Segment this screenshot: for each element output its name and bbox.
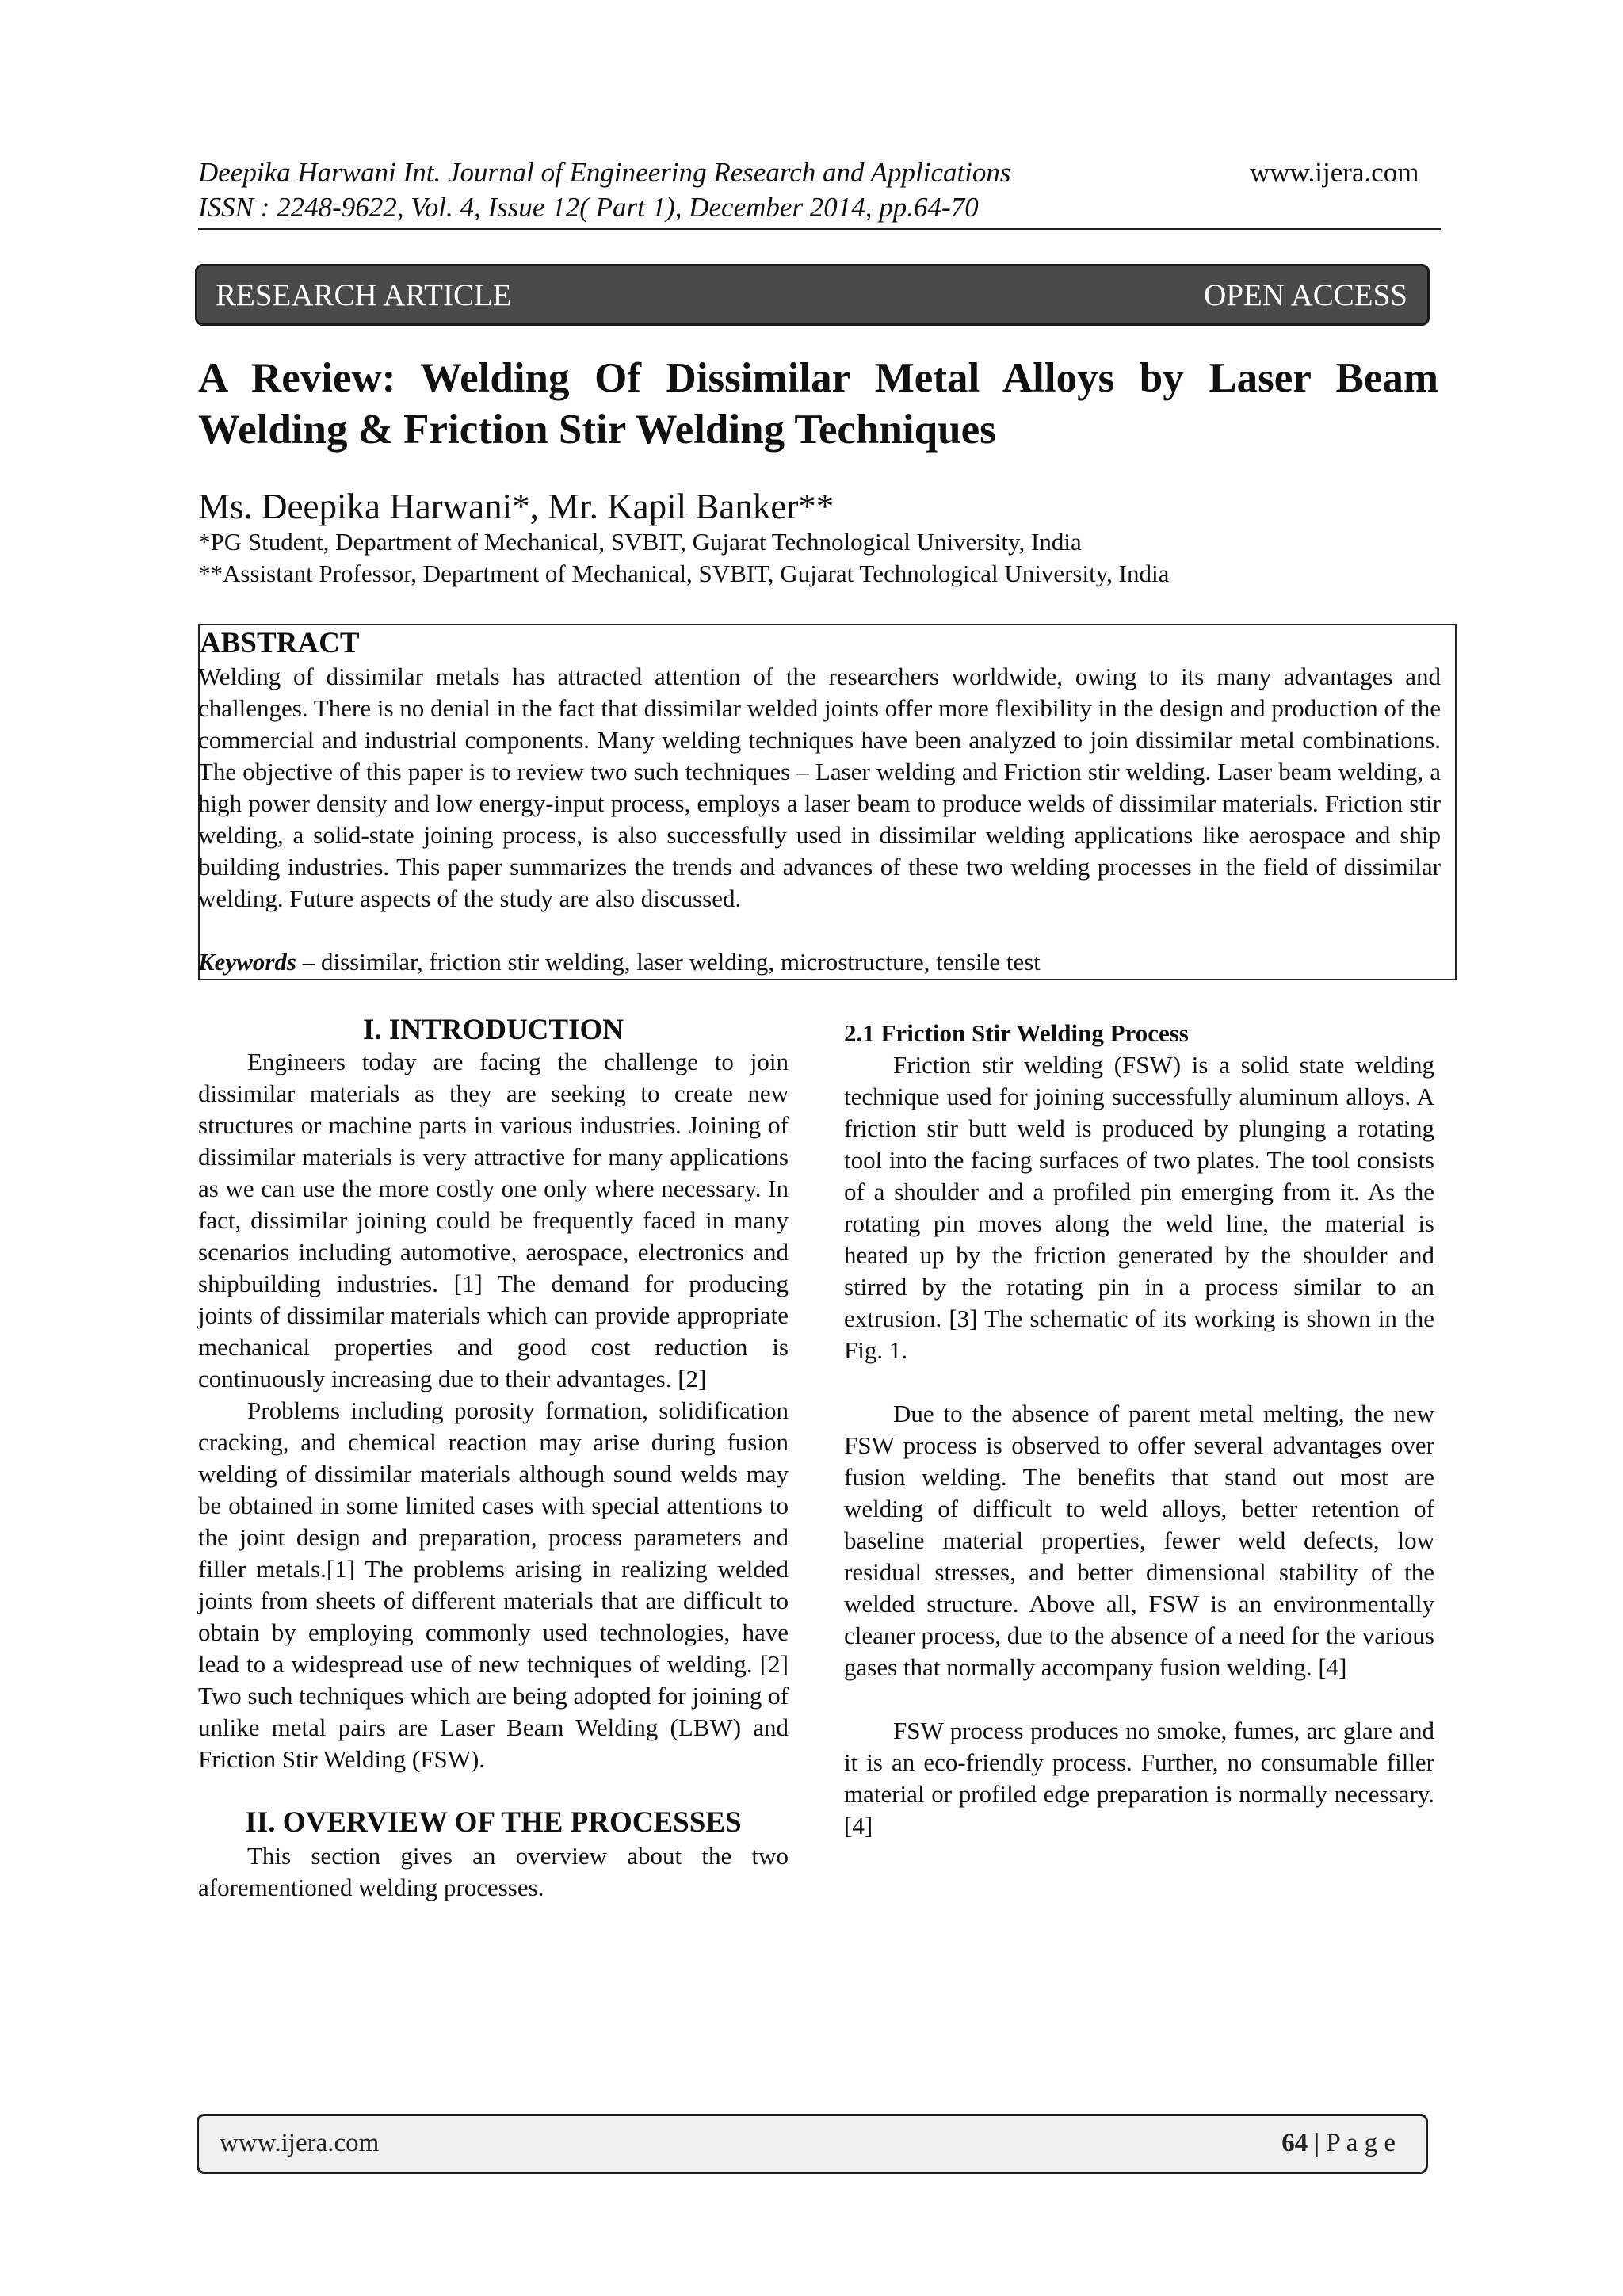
page-label: | P a g e	[1308, 2129, 1396, 2157]
fsw-paragraph-2: Due to the absence of parent metal melting, the new FSW process is observed to offer several advantages over fusion welding. The benefits that stand out most are welding of difficult to weld alloys, better retention of baseline material properties, fewer weld defects, low residual stresses, and better dimensional stability of the welded structure. Above all, FSW is an environmentally cleaner process, due to the absence of a need for the various gases that normally accompany fusion welding. [4]	[844, 1400, 1434, 1681]
affiliation-2: **Assistant Professor, Department of Mechanical, SVBIT, Gujarat Technological University, India	[198, 560, 1170, 587]
research-article-label: RESEARCH ARTICLE	[216, 278, 512, 312]
fsw-paragraph-1: Friction stir welding (FSW) is a solid state welding technique used for joining successfully aluminum alloys. A friction stir butt weld is produced by plunging a rotating tool into the facing surfaces of two plates. The tool consists of a shoulder and a profiled pin emerging from it. As the rotating pin moves along the weld line, the material is heated up by the friction generated by the shoulder and stirred by the rotating pin in a process similar to an extrusion. [3] The schematic of its working is shown in the Fig. 1.	[844, 1051, 1434, 1364]
left-column	[198, 1013, 789, 1904]
page-footer	[197, 2114, 1428, 2174]
intro-paragraph-2: Problems including porosity formation, solidification cracking, and chemical reaction may arise during fusion welding of dissimilar materials although sound welds may be obtained in some limited cases with special attentions to the joint design and preparation, process parameters and filler metals.[1] The problems arising in realizing welded joints from sheets of different materials that are difficult to obtain by employing commonly used technologies, have lead to a widespread use of new techniques of welding. [2] Two such techniques which are being adopted for joining of unlike metal pairs are Laser Beam Welding (LBW) and Friction Stir Welding (FSW).	[198, 1396, 789, 1773]
issn-line: ISSN : 2248-9622, Vol. 4, Issue 12( Part 1), December 2014, pp.64-70	[198, 192, 979, 223]
introduction-heading: I. INTRODUCTION	[363, 1014, 624, 1046]
affiliation-1: *PG Student, Department of Mechanical, SVBIT, Gujarat Technological University, India	[198, 528, 1082, 556]
abstract-text: Welding of dissimilar metals has attracted attention of the researchers worldwide, owing to its many advantages and challenges. There is no denial in the fact that dissimilar welded joints offer more flexibility in the design and production of the commercial and industrial components. Many welding techniques have been analyzed to join dissimilar metal combinations. The objective of this paper is to review two such techniques – Laser welding and Friction stir welding. Laser beam welding, a high power density and low energy-input process, employs a laser beam to produce welds of dissimilar materials. Friction stir welding, a solid-state joining process, is also successfully used in dissimilar welding applications like aerospace and ship building industries. This paper summarizes the trends and advances of these two welding processes in the field of dissimilar welding. Future aspects of the study are also discussed.	[198, 663, 1441, 912]
fsw-subheading: 2.1 Friction Stir Welding Process	[844, 1019, 1189, 1047]
header-website: www.ijera.com	[1250, 157, 1419, 188]
page-indicator	[1281, 2127, 1396, 2159]
footer-website: www.ijera.com	[220, 2129, 380, 2157]
keywords-text: – dissimilar, friction stir welding, laser welding, microstructure, tensile test	[296, 948, 1041, 976]
fsw-paragraph-3: FSW process produces no smoke, fumes, arc glare and it is an eco-friendly process. Further, no consumable filler material or profiled edge preparation is normally necessary. [4]	[844, 1717, 1434, 1839]
page-number: 64	[1281, 2129, 1308, 2157]
open-access-label: OPEN ACCESS	[1204, 278, 1407, 312]
keywords-label: Keywords	[198, 948, 296, 976]
right-column	[844, 1018, 1434, 1842]
header-rule	[198, 228, 1441, 230]
abstract-heading: ABSTRACT	[200, 627, 360, 659]
paper-title: A Review: Welding Of Dissimilar Metal Alloys by Laser Beam Welding & Friction Stir Welding Techniques	[198, 355, 1438, 453]
author-list: Ms. Deepika Harwani*, Mr. Kapil Banker**	[198, 487, 834, 526]
overview-heading: II. OVERVIEW OF THE PROCESSES	[245, 1806, 742, 1839]
overview-paragraph: This section gives an overview about the two aforementioned welding processes.	[198, 1842, 789, 1901]
article-type-banner	[195, 264, 1430, 326]
intro-paragraph-1: Engineers today are facing the challenge to join dissimilar materials as they are seeking to create new structures or machine parts in various industries. Joining of dissimilar materials is very attractive for many applications as we can use the more costly one only where necessary. In fact, dissimilar joining could be frequently faced in many scenarios including automotive, aerospace, electronics and shipbuilding industries. [1] The demand for producing joints of dissimilar materials which can provide appropriate mechanical properties and good cost reduction is continuously increasing due to their advantages. [2]	[198, 1048, 789, 1392]
keywords-line	[198, 946, 1041, 978]
journal-citation-line: Deepika Harwani Int. Journal of Engineering Research and Applications	[198, 157, 1011, 188]
